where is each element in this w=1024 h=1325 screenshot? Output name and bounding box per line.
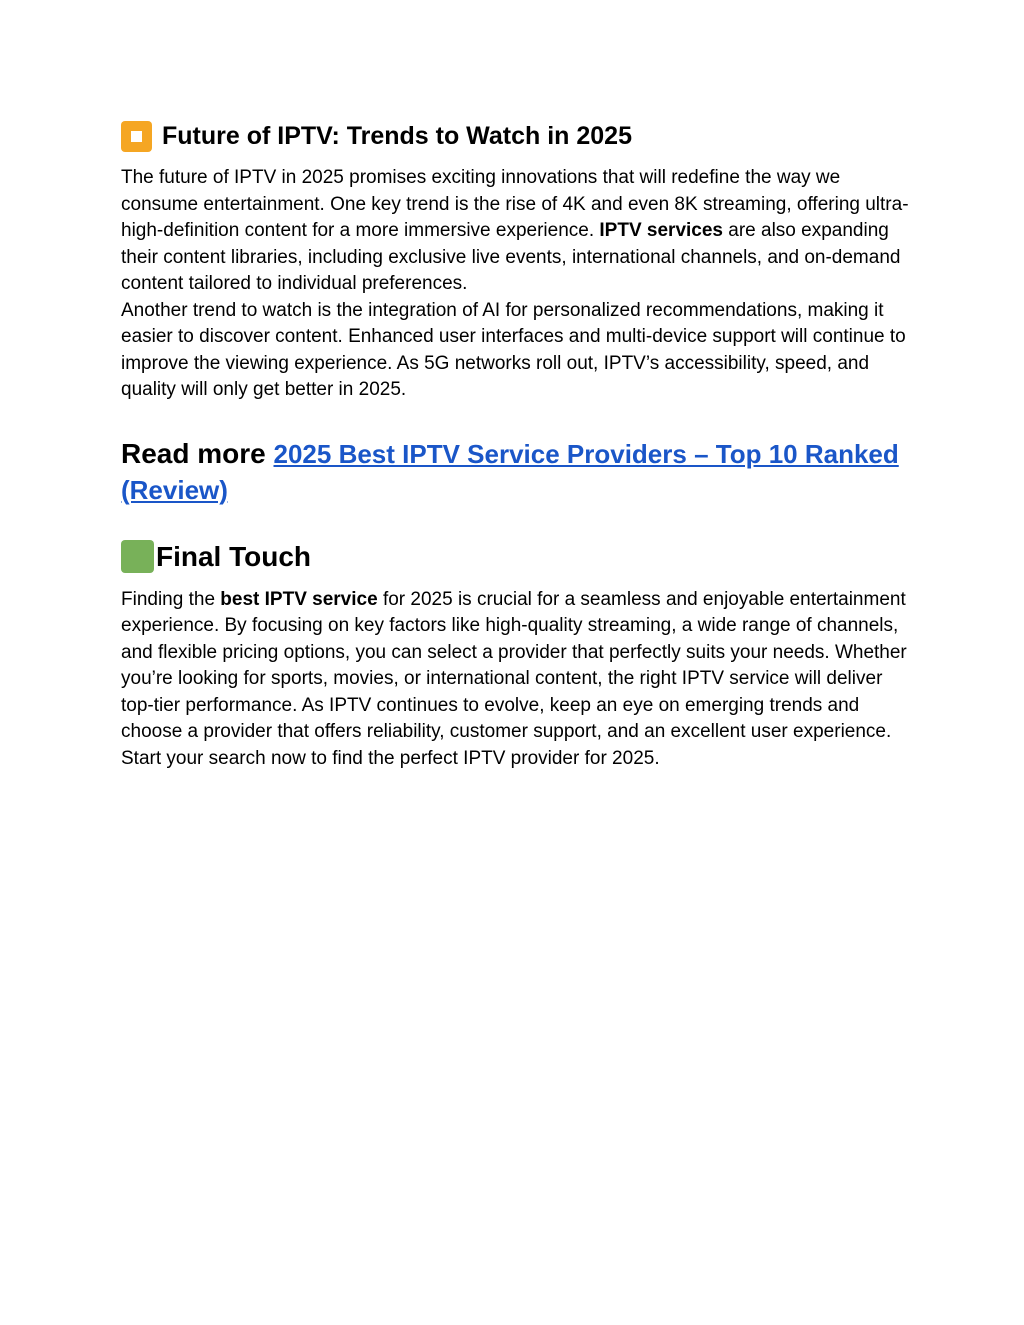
paragraph-future-ai: Another trend to watch is the integration of AI for personalized recommendations, making it easier to discover content. Enhanced user interfaces and multi-device support will continue to improve the viewing experience. As 5G networks roll out, IPTV’s accessibility, speed, and quality will only get better in 2025. bbox=[121, 299, 906, 400]
paragraph-text: The future of IPTV in 2025 promises exciting innovations that will redefine the way we consume entertainment. One key trend is the rise of 4K and even 8K streaming, offering ultra-high-definition content for a more immersive experience. bbox=[121, 167, 909, 241]
section-heading-final bbox=[121, 537, 911, 577]
read-more-heading bbox=[121, 436, 911, 508]
document-page bbox=[121, 118, 911, 772]
paragraph-final-touch bbox=[121, 587, 911, 773]
paragraph-future-trends bbox=[121, 165, 911, 298]
green-square-icon bbox=[121, 540, 154, 573]
bold-term-best-iptv-service: best IPTV service bbox=[220, 588, 378, 610]
read-more-link[interactable]: 2025 Best IPTV Service Providers – Top 10 Ranked (Review) bbox=[121, 438, 899, 505]
orange-square-icon bbox=[121, 121, 152, 152]
section-title-final: Final Touch bbox=[156, 540, 312, 572]
paragraph-text: are also expanding their content libraries, including exclusive live events, international channels, and on-demand content tailored to individual preferences. bbox=[121, 220, 901, 294]
section-title-future: Future of IPTV: Trends to Watch in 2025 bbox=[162, 122, 632, 150]
section-heading-future bbox=[121, 118, 911, 154]
read-more-label: Read more bbox=[121, 437, 266, 469]
paragraph-text: for 2025 is crucial for a seamless and enjoyable entertainment experience. By focusing on key factors like high-quality streaming, a wide range of channels, and flexible pricing options, you can select a provider that perfectly suits your needs. Whether you’re looking for sports, movies, or international content, the right IPTV service will deliver top-tier performance. As IPTV continues to evolve, keep an eye on emerging trends and choose a provider that offers reliability, customer support, and an excellent user experience. Start your search now to find the perfect IPTV provider for 2025. bbox=[121, 588, 907, 769]
paragraph-text: Finding the bbox=[121, 588, 221, 610]
bold-term-iptv-services: IPTV services bbox=[599, 220, 723, 241]
